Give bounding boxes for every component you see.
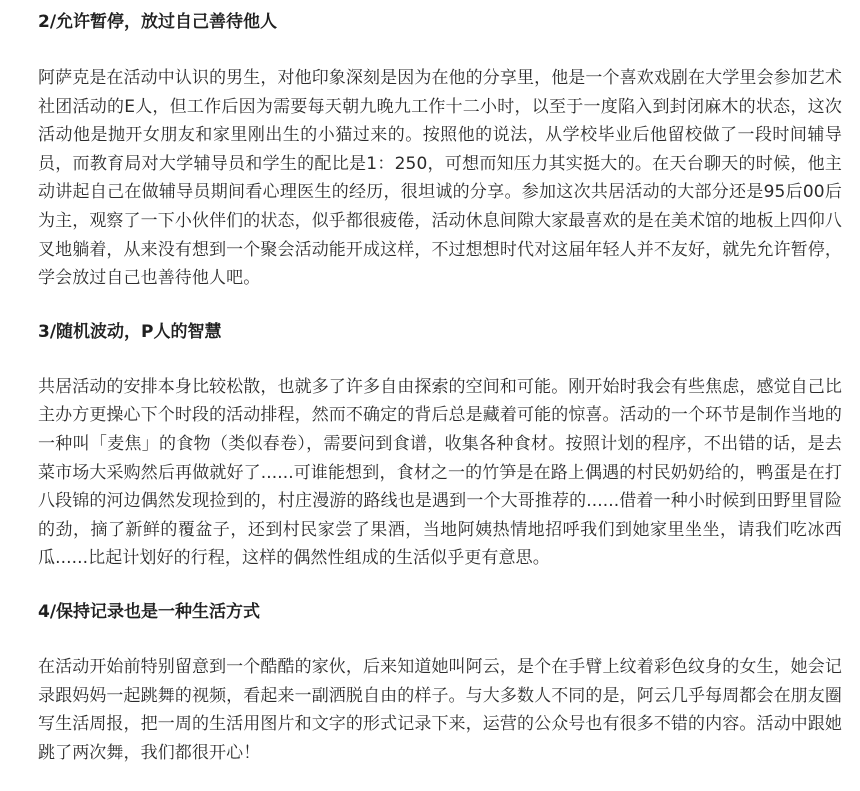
section-paragraph-3: 共居活动的安排本身比较松散，也就多了许多自由探索的空间和可能。刚开始时我会有些焦虑，感觉自己比主办方更操心下个时段的活动排程，然而不确定的背后总是藏着可能的惊喜。活动的一个环节是制作当地的一种叫「麦焦」的食物（类似春卷），需要问到食谱，收集各种食材。按照计划的程序，不出错的话，是去菜市场大采购然后再做就好了......可谁能想到，食材之一的竹笋是在路上偶遇的村民奶奶给的，鸭蛋是在打八段锦的河边偶然发现捡到的，村庄漫游的路线也是遇到一个大哥推荐的......借着一种小时候到田野里冒险的劲，摘了新鲜的覆盆子，还到村民家尝了果酒，当地阿姨热情地招呼我们到她家里坐坐，请我们吃冰西瓜......比起计划好的行程，这样的偶然性组成的生活似乎更有意思。 [38,376,842,569]
section-heading-4: 4/保持记录也是一种生活方式 [38,601,261,622]
section-heading-3: 3/随机波动，P人的智慧 [38,321,222,342]
section-paragraph-4: 在活动开始前特别留意到一个酷酷的家伙，后来知道她叫阿云，是个在手臂上纹着彩色纹身的女生，她会记录跟妈妈一起跳舞的视频，看起来一副洒脱自由的样子。与大多数人不同的是，阿云几乎每周都会在朋友圈写生活周报，把一周的生活用图片和文字的形式记录下来，运营的公众号也有很多不错的内容。活动中跟她跳了两次舞，我们都很开心！ [38,656,842,763]
section-paragraph-2: 阿萨克是在活动中认识的男生，对他印象深刻是因为在他的分享里，他是一个喜欢戏剧在大学里会参加艺术社团活动的E人，但工作后因为需要每天朝九晚九工作十二小时，以至于一度陷入到封闭麻木的状态，这次活动他是抛开女朋友和家里刚出生的小猫过来的。按照他的说法，从学校毕业后他留校做了一段时间辅导员，而教育局对大学辅导员和学生的配比是1：250，可想而知压力其实挺大的。在天台聊天的时候，他主动讲起自己在做辅导员期间看心理医生的经历，很坦诚的分享。参加这次共居活动的大部分还是95后00后为主，观察了一下小伙伴们的状态，似乎都很疲倦，活动休息间隙大家最喜欢的是在美术馆的地板上四仰八叉地躺着，从来没有想到一个聚会活动能开成这样，不过想想时代对这届年轻人并不友好，就先允许暂停，学会放过自己也善待他人吧。 [38,68,842,289]
section-heading-2: 2/允许暂停，放过自己善待他人 [38,12,278,32]
